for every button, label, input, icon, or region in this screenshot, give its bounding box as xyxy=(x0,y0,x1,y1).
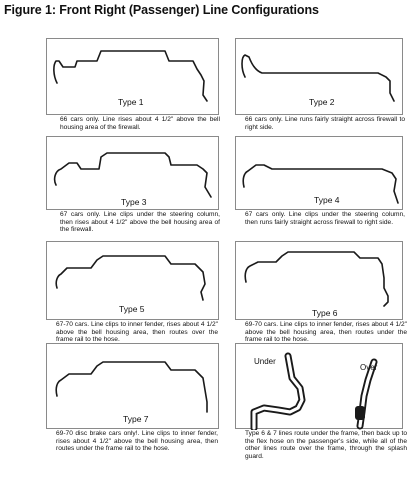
type-label: Type 6 xyxy=(312,308,338,318)
panel-type-6 xyxy=(235,241,403,320)
caption-under-over: Type 6 & 7 lines route under the frame, then back up to the flex hose on the passenger's side, while all of the other lines route over the frame, through the splash guard. xyxy=(245,430,407,460)
label-over: Over xyxy=(360,363,378,372)
type-label: Type 1 xyxy=(118,97,144,107)
type-label: Type 4 xyxy=(314,195,340,205)
label-under: Under xyxy=(254,357,276,366)
type-label: Type 3 xyxy=(121,197,147,207)
caption-type-2: 66 cars only. Line runs fairly straight across firewall to right side. xyxy=(245,116,405,131)
type-label: Type 7 xyxy=(123,414,149,424)
panel-type-3 xyxy=(46,136,219,210)
panel-type-1 xyxy=(46,38,219,115)
caption-type-7: 69-70 disc brake cars only!. Line clips to inner fender, rises about 4 1/2" above the bell housing area, then routes under the frame rail to the hose. xyxy=(56,430,218,453)
fitting-icon xyxy=(355,406,365,420)
panel-type-2 xyxy=(235,38,403,115)
panel-type-7 xyxy=(46,343,219,429)
figure-title: Figure 1: Front Right (Passenger) Line Configurations xyxy=(4,3,319,17)
caption-type-1: 66 cars only. Line rises about 4 1/2" above the bell housing area of the firewall. xyxy=(60,116,220,131)
caption-type-3: 67 cars only. Line clips under the steering column, then rises about 4 1/2" above the bell housing area of the firewall. xyxy=(60,211,220,234)
caption-type-4: 67 cars only. Line clips under the steering column, then runs fairly straight across firewall to right side. xyxy=(245,211,405,226)
panel-type-4 xyxy=(235,136,403,210)
caption-type-5: 67-70 cars. Line clips to inner fender, rises about 4 1/2" above the bell housing area, then routes over the frame rail to the hose. xyxy=(56,321,218,344)
caption-type-6: 69-70 cars. Line clips to inner fender, rises about 4 1/2" above the bell housing area, then routes under the frame rail to the hose. xyxy=(245,321,407,344)
type-label: Type 2 xyxy=(309,97,335,107)
panel-under-over xyxy=(235,343,403,429)
panel-type-5 xyxy=(46,241,219,320)
type-label: Type 5 xyxy=(119,304,145,314)
